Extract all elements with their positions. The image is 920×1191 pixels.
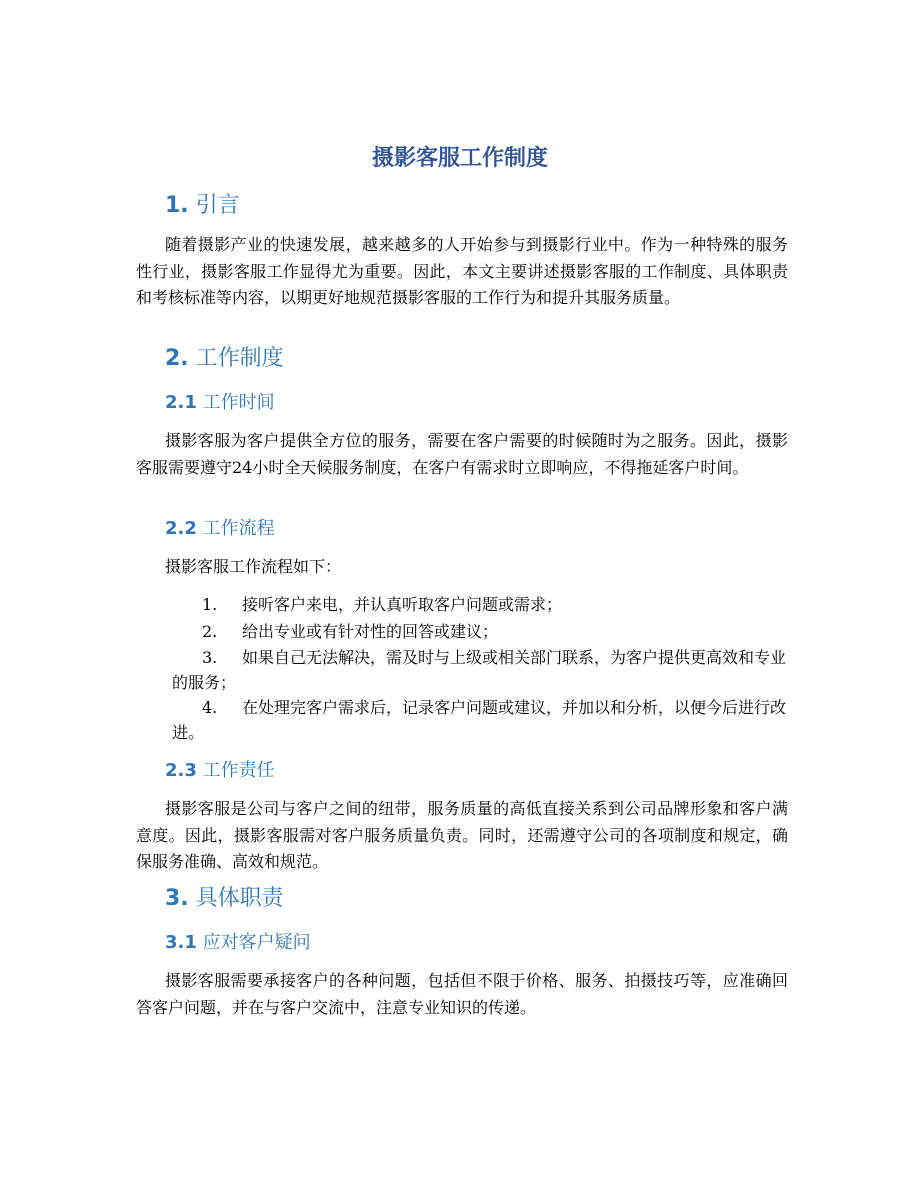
subsection-2-3-paragraph: 摄影客服是公司与客户之间的纽带，服务质量的高低直接关系到公司品牌形象和客户满意度。因此，摄影客服需对客户服务质量负责。同时，还需遵守公司的各项制度和规定，确保服务准确、高效和规范。 <box>136 799 788 871</box>
workflow-intro: 摄影客服工作流程如下： <box>165 557 342 576</box>
subsection-2-1-heading <box>165 390 275 416</box>
subsection-number: 2.1 <box>165 392 197 413</box>
step-number: 2. <box>202 622 218 641</box>
subsection-number: 2.3 <box>165 760 197 781</box>
section-number: 1. <box>165 193 189 218</box>
workflow-step <box>172 592 788 617</box>
section-title: 引言 <box>195 193 240 218</box>
subsection-3-1-paragraph: 摄影客服需要承接客户的各种问题，包括但不限于价格、服务、拍摄技巧等，应准确回答客户问题，并在与客户交流中，注意专业知识的传递。 <box>136 971 788 1017</box>
workflow-step <box>172 619 788 644</box>
subsection-title: 应对客户疑问 <box>202 932 311 953</box>
section-1-heading <box>165 191 240 221</box>
section-3-heading <box>165 884 284 914</box>
section-title: 具体职责 <box>195 886 284 911</box>
step-text: 接听客户来电，并认真听取客户问题或需求； <box>242 595 563 614</box>
workflow-step <box>172 645 788 695</box>
subsection-2-1-paragraph: 摄影客服为客户提供全方位的服务，需要在客户需要的时候随时为之服务。因此，摄影客服需要遵守24小时全天候服务制度，在客户有需求时立即响应，不得拖延客户时间。 <box>136 431 788 477</box>
subsection-3-1-heading <box>165 930 311 956</box>
subsection-title: 工作责任 <box>202 760 275 781</box>
workflow-step <box>172 695 788 745</box>
section-number: 3. <box>165 886 189 911</box>
subsection-2-2-heading <box>165 516 275 542</box>
step-text: 给出专业或有针对性的回答或建议； <box>242 622 499 641</box>
section-2-heading <box>165 344 284 374</box>
step-number: 4. <box>202 698 218 717</box>
section-title: 工作制度 <box>195 346 284 371</box>
step-number: 3. <box>202 648 218 667</box>
step-number: 1. <box>202 595 218 614</box>
subsection-number: 3.1 <box>165 932 197 953</box>
step-text: 在处理完客户需求后，记录客户问题或建议，并加以和分析，以便今后进行改进。 <box>172 698 787 742</box>
section-1-paragraph: 随着摄影产业的快速发展，越来越多的人开始参与到摄影行业中。作为一种特殊的服务性行业，摄影客服工作显得尤为重要。因此，本文主要讲述摄影客服的工作制度、具体职责和考核标准等内容，以期更好地规范摄影客服的工作行为和提升其服务质量。 <box>136 235 788 307</box>
subsection-2-3-heading <box>165 758 275 784</box>
document-title: 摄影客服工作制度 <box>371 146 548 171</box>
section-number: 2. <box>165 346 189 371</box>
subsection-title: 工作流程 <box>202 518 275 539</box>
step-text: 如果自己无法解决，需及时与上级或相关部门联系，为客户提供更高效和专业的服务； <box>172 648 787 692</box>
subsection-title: 工作时间 <box>202 392 275 413</box>
subsection-number: 2.2 <box>165 518 197 539</box>
